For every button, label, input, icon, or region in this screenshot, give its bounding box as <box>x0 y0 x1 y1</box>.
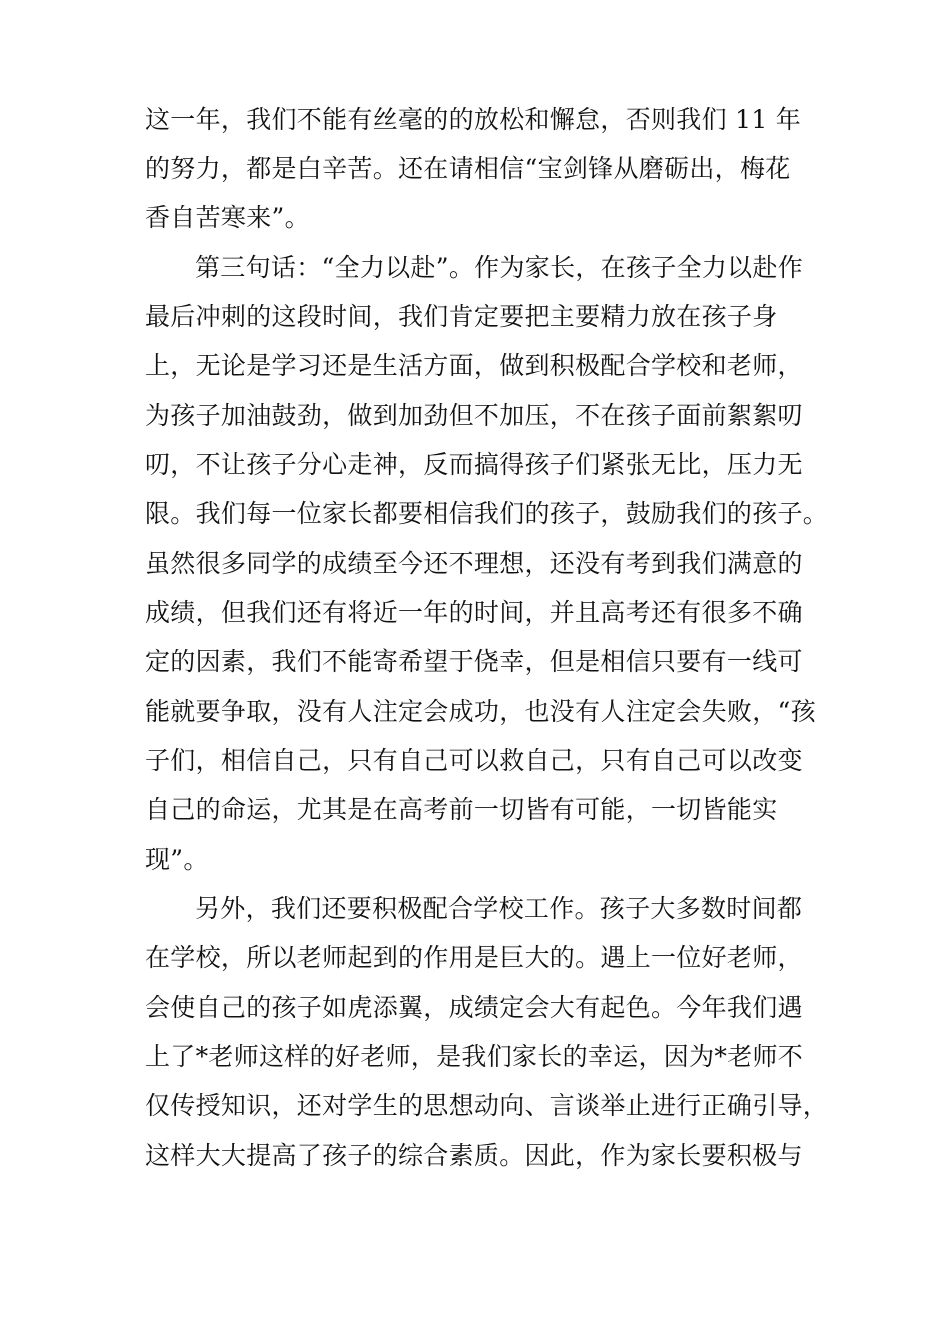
text-line: 虽然很多同学的成绩至今还不理想，还没有考到我们满意的 <box>145 549 803 578</box>
text-line: 仅传授知识，还对学生的思想动向、言谈举止进行正确引导， <box>145 1091 829 1120</box>
text-line: 现”。 <box>145 845 209 874</box>
text-line: 为孩子加油鼓劲，做到加劲但不加压，不在孩子面前絮絮叨 <box>145 401 803 430</box>
text-line: 限。我们每一位家长都要相信我们的孩子，鼓励我们的孩子。 <box>145 499 829 528</box>
text-line: 这样大大提高了孩子的综合素质。因此，作为家长要积极与 <box>145 1141 803 1170</box>
text-line: 这一年，我们不能有丝毫的的放松和懈怠，否则我们 11 年 <box>145 105 802 134</box>
text-line: 会使自己的孩子如虎添翼，成绩定会大有起色。今年我们遇 <box>145 993 803 1022</box>
paragraph-first-line: 另外，我们还要积极配合学校工作。孩子大多数时间都 <box>195 894 803 923</box>
text-line: 成绩，但我们还有将近一年的时间，并且高考还有很多不确 <box>145 598 803 627</box>
text-line: 在学校，所以老师起到的作用是巨大的。遇上一位好老师， <box>145 943 803 972</box>
text-line: 叨，不让孩子分心走神，反而搞得孩子们紧张无比，压力无 <box>145 450 803 479</box>
paragraph-first-line: 第三句话：“全力以赴”。作为家长，在孩子全力以赴作 <box>195 253 804 282</box>
text-line: 子们，相信自己，只有自己可以救自己，只有自己可以改变 <box>145 746 803 775</box>
text-line: 的努力，都是白辛苦。还在请相信“宝剑锋从磨砺出，梅花 <box>145 154 791 183</box>
text-line: 能就要争取，没有人注定会成功，也没有人注定会失败，“孩 <box>145 697 816 726</box>
text-line: 上，无论是学习还是生活方面，做到积极配合学校和老师， <box>145 351 803 380</box>
text-line: 自己的命运，尤其是在高考前一切皆有可能，一切皆能实 <box>145 795 778 824</box>
text-line: 香自苦寒来”。 <box>145 203 310 232</box>
text-line: 上了*老师这样的好老师，是我们家长的幸运，因为*老师不 <box>145 1042 804 1071</box>
text-line: 定的因素，我们不能寄希望于侥幸，但是相信只要有一线可 <box>145 647 803 676</box>
text-line: 最后冲刺的这段时间，我们肯定要把主要精力放在孩子身 <box>145 302 778 331</box>
